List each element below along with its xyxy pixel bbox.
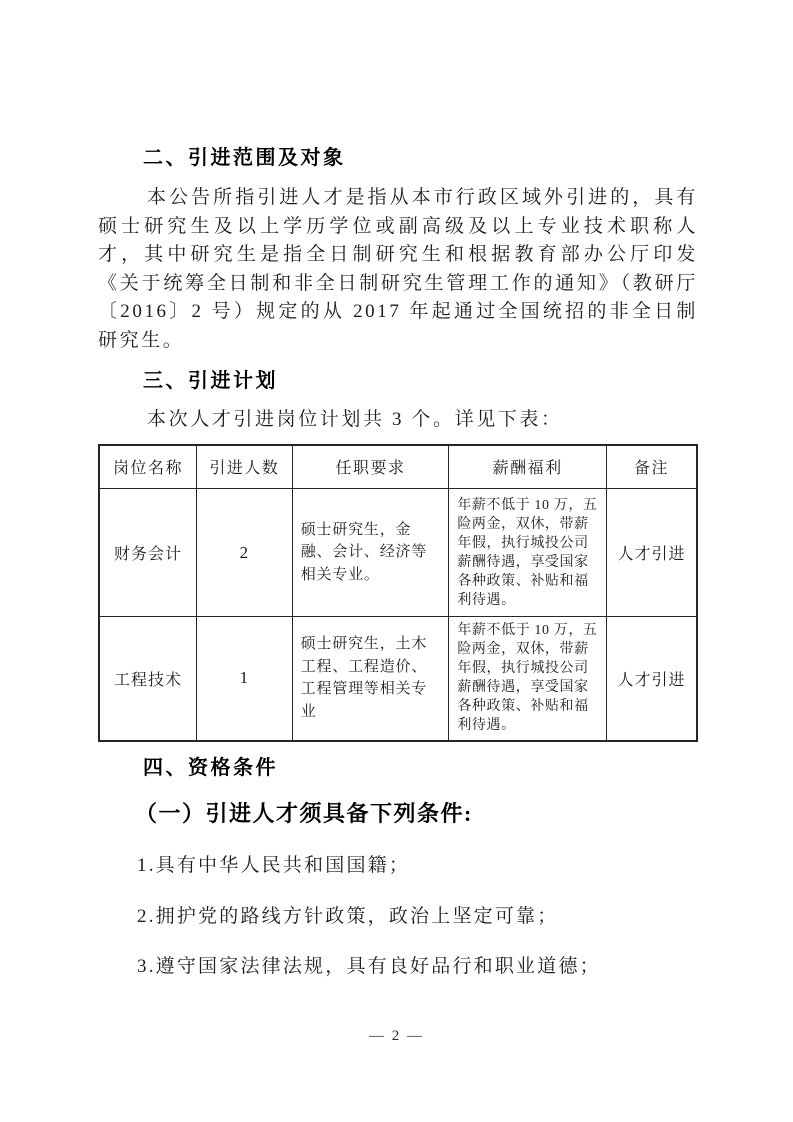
cell-requirements: 硕士研究生，金融、会计、经济等相关专业。 — [292, 489, 449, 617]
header-cell-position: 岗位名称 — [99, 445, 197, 489]
header-cell-count: 引进人数 — [197, 445, 293, 489]
cell-position: 财务会计 — [99, 489, 197, 617]
table-row — [99, 617, 697, 741]
cell-position: 工程技术 — [99, 617, 197, 741]
table-row — [99, 489, 697, 617]
section-4-heading: 四、资格条件 — [143, 756, 278, 779]
condition-item-1: 1.具有中华人民共和国国籍； — [137, 854, 411, 876]
section-3-paragraph: 本次人才引进岗位计划共 3 个。详见下表： — [147, 409, 563, 430]
cell-count: 1 — [197, 617, 293, 741]
section-3-heading: 三、引进计划 — [143, 370, 278, 392]
section-2-paragraph: 本公告所指引进人才是指从本市行政区域外引进的，具有硕士研究生及以上学历学位或副高级及以上专业技术职称人才，其中研究生是指全日制研究生和根据教育部办公厅印发《关于统筹全日制和非全日制研究生管理工作的通知》（教研厅〔2016〕2 号）规定的从 2017 年起通过全国统招的非全日制研究生。 — [98, 187, 698, 351]
page-number: — 2 — — [369, 1028, 424, 1044]
cell-requirements: 硕士研究生，土木工程、工程造价、工程管理等相关专业 — [292, 617, 449, 741]
cell-salary: 年薪不低于 10 万，五险两金，双休，带薪年假，执行城投公司薪酬待遇，享受国家各种政策、补贴和福利待遇。 — [449, 489, 607, 617]
condition-item-2: 2.拥护党的路线方针政策，政治上坚定可靠； — [137, 905, 559, 927]
cell-note: 人才引进 — [606, 617, 697, 741]
cell-note: 人才引进 — [606, 489, 697, 617]
table-header-row — [99, 445, 697, 489]
cell-count: 2 — [197, 489, 293, 617]
section-2-heading: 二、引进范围及对象 — [143, 147, 346, 169]
header-cell-note: 备注 — [606, 445, 697, 489]
page-content — [98, 0, 698, 979]
positions-table — [98, 444, 698, 742]
section-4-subheading: （一）引进人才须具备下列条件: — [135, 800, 473, 826]
header-cell-salary: 薪酬福利 — [449, 445, 607, 489]
header-cell-requirements: 任职要求 — [292, 445, 449, 489]
cell-salary: 年薪不低于 10 万，五险两金，双休，带薪年假，执行城投公司薪酬待遇，享受国家各种政策、补贴和福利待遇。 — [449, 617, 607, 741]
condition-item-3: 3.遵守国家法律法规，具有良好品行和职业道德； — [137, 955, 601, 977]
